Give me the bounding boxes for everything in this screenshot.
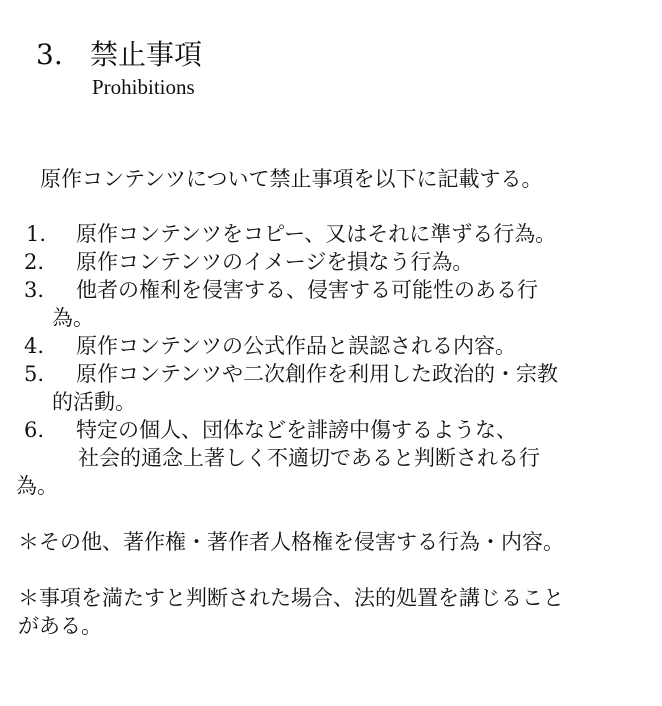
item-text: 的活動。: [52, 390, 136, 414]
notes-section: [0, 528, 662, 640]
section-heading: [36, 38, 202, 72]
item-text: 他者の権利を侵害する、侵害する可能性のある行: [76, 278, 538, 302]
list-item-continuation: [0, 444, 662, 472]
list-item-continuation: [0, 304, 662, 332]
item-text: 原作コンテンツをコピー、又はそれに準ずる行為。: [76, 222, 557, 246]
list-item: [0, 276, 662, 304]
item-text: 為。: [16, 474, 58, 498]
section-number: 3.: [36, 38, 63, 71]
section-subtitle: Prohibitions: [92, 75, 195, 99]
item-number: 3.: [24, 278, 45, 302]
item-text: 特定の個人、団体などを誹謗中傷するような、: [76, 418, 517, 442]
item-number: 4.: [24, 334, 45, 358]
list-item: [0, 416, 662, 444]
item-text: 原作コンテンツや二次創作を利用した政治的・宗教: [76, 362, 558, 386]
intro-text: 原作コンテンツについて禁止事項を以下に記載する。: [40, 167, 543, 191]
item-number: 6.: [24, 418, 45, 442]
item-text: 社会的通念上著しく不適切であると判断される行: [78, 446, 540, 470]
prohibition-list: [0, 220, 662, 500]
item-text: 原作コンテンツのイメージを損なう行為。: [76, 250, 474, 274]
item-number: 1.: [26, 222, 47, 246]
section-title: 禁止事項: [90, 38, 203, 71]
note-text: ＊その他、著作権・著作者人格権を侵害する行為・内容。: [18, 530, 564, 554]
list-item-continuation: [0, 388, 662, 416]
note: [0, 584, 662, 612]
item-number: 5.: [24, 362, 45, 386]
note: [0, 528, 662, 556]
item-text: 原作コンテンツの公式作品と誤認される内容。: [76, 334, 516, 358]
list-item: [0, 360, 662, 388]
list-item-continuation: [0, 472, 662, 500]
item-text: 為。: [52, 306, 94, 330]
list-item: [0, 248, 662, 276]
note-text: がある。: [18, 614, 102, 638]
list-item: [0, 332, 662, 360]
note-continuation: [0, 612, 662, 640]
item-number: 2.: [24, 250, 45, 274]
list-item: [0, 220, 662, 248]
note-text: ＊事項を満たすと判断された場合、法的処置を講じること: [18, 586, 564, 610]
